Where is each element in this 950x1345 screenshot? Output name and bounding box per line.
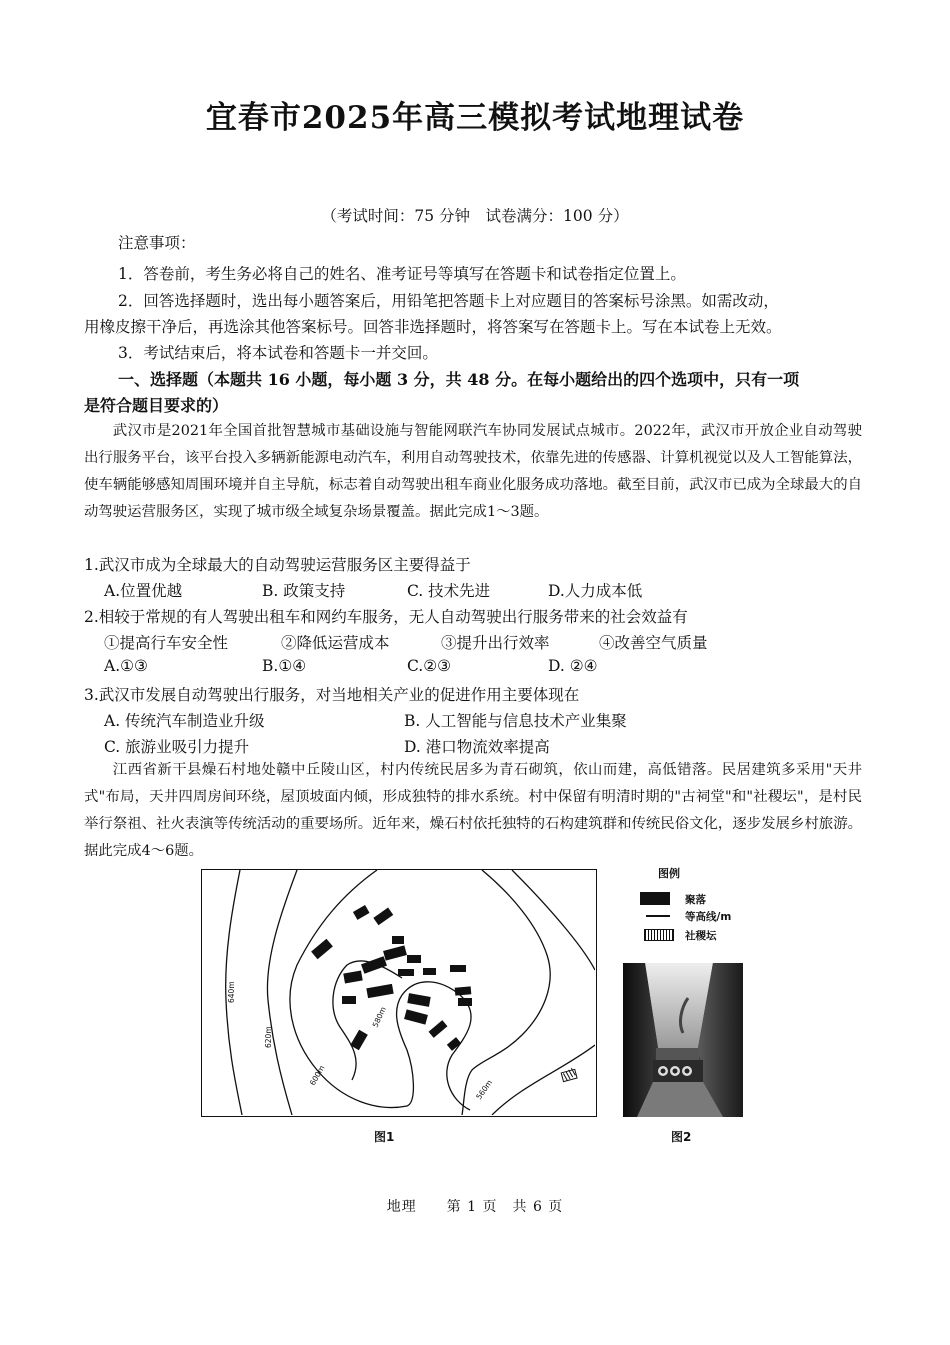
option-c: C. 旅游业吸引力提升 xyxy=(104,738,250,756)
contour-label: 580m xyxy=(370,1005,388,1029)
option-c: C.②③ xyxy=(407,657,452,675)
settlement-icon xyxy=(640,892,670,905)
settlement xyxy=(450,965,466,972)
settlement xyxy=(404,1009,428,1024)
contour-560 xyxy=(492,1045,595,1115)
question-stem: 1.武汉市成为全球最大的自动驾驶运营服务区主要得益于 xyxy=(84,556,471,574)
choice-2: ②降低运营成本 xyxy=(281,634,390,652)
settlement xyxy=(392,936,404,944)
legend-item: 等高线/m xyxy=(685,911,732,923)
settlement xyxy=(361,956,387,974)
page-title: 宜春市2025年高三模拟考试地理试卷 xyxy=(205,100,745,136)
legend-item: 聚落 xyxy=(685,894,706,906)
contour-label: 640m xyxy=(227,981,236,1003)
figure-1-caption: 图1 xyxy=(374,1130,395,1144)
passage-1: 武汉市是2021年全国首批智慧城市基础设施与智能网联汽车协同发展试点城市。2022年，武汉市开放企业自动驾驶出行服务平台，该平台投入多辆新能源电动汽车，利用自动驾驶技术，依靠先进的传感器、计算机视觉以及人工智能算法，使车辆能够感知周围环境并自主导航，标志着自动驾驶出租车商业化服务成功落地。截至目前，武汉市已成为全球最大的自动驾驶运营服务区，实现了城市级全域复杂场景覆盖。据此完成1～3题。 xyxy=(84,423,862,520)
option-b: B. 人工智能与信息技术产业集聚 xyxy=(404,712,627,730)
settlements xyxy=(311,905,472,1051)
option-d: D. 港口物流效率提高 xyxy=(404,738,550,756)
notice-item: 1．答卷前，考生务必将自己的姓名、准考证号等填写在答题卡和试卷指定位置上。 xyxy=(118,265,686,283)
legend-title: 图例 xyxy=(658,867,680,880)
settlement xyxy=(311,939,333,960)
legend-item: 社稷坛 xyxy=(685,930,717,942)
section-heading-cont: 是符合题目要求的） xyxy=(84,396,229,415)
settlement xyxy=(407,955,421,963)
option-a: A. 传统汽车制造业升级 xyxy=(104,712,265,730)
option-c: C. 技术先进 xyxy=(407,582,491,600)
contour-label: 600m xyxy=(307,1063,327,1087)
contour-580b xyxy=(462,870,550,1115)
settlement xyxy=(398,969,414,976)
section-heading: 一、选择题（本题共 16 小题，每小题 3 分，共 48 分。在每小题给出的四个选项中，只有一项 xyxy=(118,370,800,389)
settlement xyxy=(366,984,393,998)
option-d: D.人力成本低 xyxy=(548,582,643,600)
settlement xyxy=(407,993,430,1007)
notice-item: 2．回答选择题时，选出每小题答案后，用铅笔把答题卡上对应题目的答案标号涂黑。如需改动， xyxy=(118,292,779,310)
settlement xyxy=(383,945,407,960)
settlement xyxy=(373,908,393,926)
settlement xyxy=(342,996,356,1004)
option-d: D. ②④ xyxy=(548,657,598,675)
contour-580 xyxy=(333,961,402,1080)
passage-2: 江西省新干县燥石村地处赣中丘陵山区，村内传统民居多为青石砌筑，依山而建，高低错落。民居建筑多采用"天井式"布局，天井四周房间环绕，屋顶坡面内倾，形成独特的排水系统。村中保留有明清时期的"古祠堂"和"社稷坛"，是村民举行祭祖、社火表演等传统活动的重要场所。近年来，燥石村依托独特的石构建筑群和传统民俗文化，逐步发展乡村旅游。 据此完成4～6题。 xyxy=(84,762,862,859)
contour-lines xyxy=(226,870,595,1115)
option-b: B. 政策支持 xyxy=(262,582,346,600)
settlement xyxy=(458,998,472,1006)
settlement xyxy=(455,986,472,995)
question-stem: 2.相较于常规的有人驾驶出租车和网约车服务，无人自动驾驶出行服务带来的社会效益有 xyxy=(84,608,688,626)
settlement xyxy=(343,971,362,984)
option-a: A.位置优越 xyxy=(104,582,183,600)
settlement xyxy=(423,968,436,975)
choice-1: ①提高行车安全性 xyxy=(104,634,229,652)
choice-4: ④改善空气质量 xyxy=(599,634,708,652)
figure-1-map xyxy=(201,869,597,1117)
option-b: B.①④ xyxy=(262,657,307,675)
option-a: A.①③ xyxy=(104,657,148,675)
settlement xyxy=(353,905,370,920)
contour-icon xyxy=(646,915,670,917)
altar-symbol xyxy=(561,1068,577,1082)
contour-outer xyxy=(512,870,595,970)
choice-3: ③提升出行效率 xyxy=(441,634,550,652)
page-footer: 地理 第 1 页 共 6 页 xyxy=(386,1199,564,1215)
contour-620 xyxy=(267,870,297,1115)
figure-2-photo xyxy=(623,963,743,1117)
settlement xyxy=(429,1020,448,1038)
question-stem: 3.武汉市发展自动驾驶出行服务，对当地相关产业的促进作用主要体现在 xyxy=(84,686,580,704)
figure-2-caption: 图2 xyxy=(671,1130,692,1144)
notice-item: 3．考试结束后，将本试卷和答题卡一并交回。 xyxy=(118,344,438,362)
settlement xyxy=(447,1037,461,1051)
exam-info: （考试时间：75 分钟 试卷满分：100 分） xyxy=(321,207,629,225)
notice-heading: 注意事项： xyxy=(118,234,196,252)
contour-label: 560m xyxy=(474,1078,495,1102)
notice-item: 用橡皮擦干净后，再选涂其他答案标号。回答非选择题时，将答案写在答题卡上。写在本试卷上无效。 xyxy=(84,318,782,336)
altar-icon xyxy=(644,929,674,941)
contour-label: 620m xyxy=(264,1026,273,1048)
